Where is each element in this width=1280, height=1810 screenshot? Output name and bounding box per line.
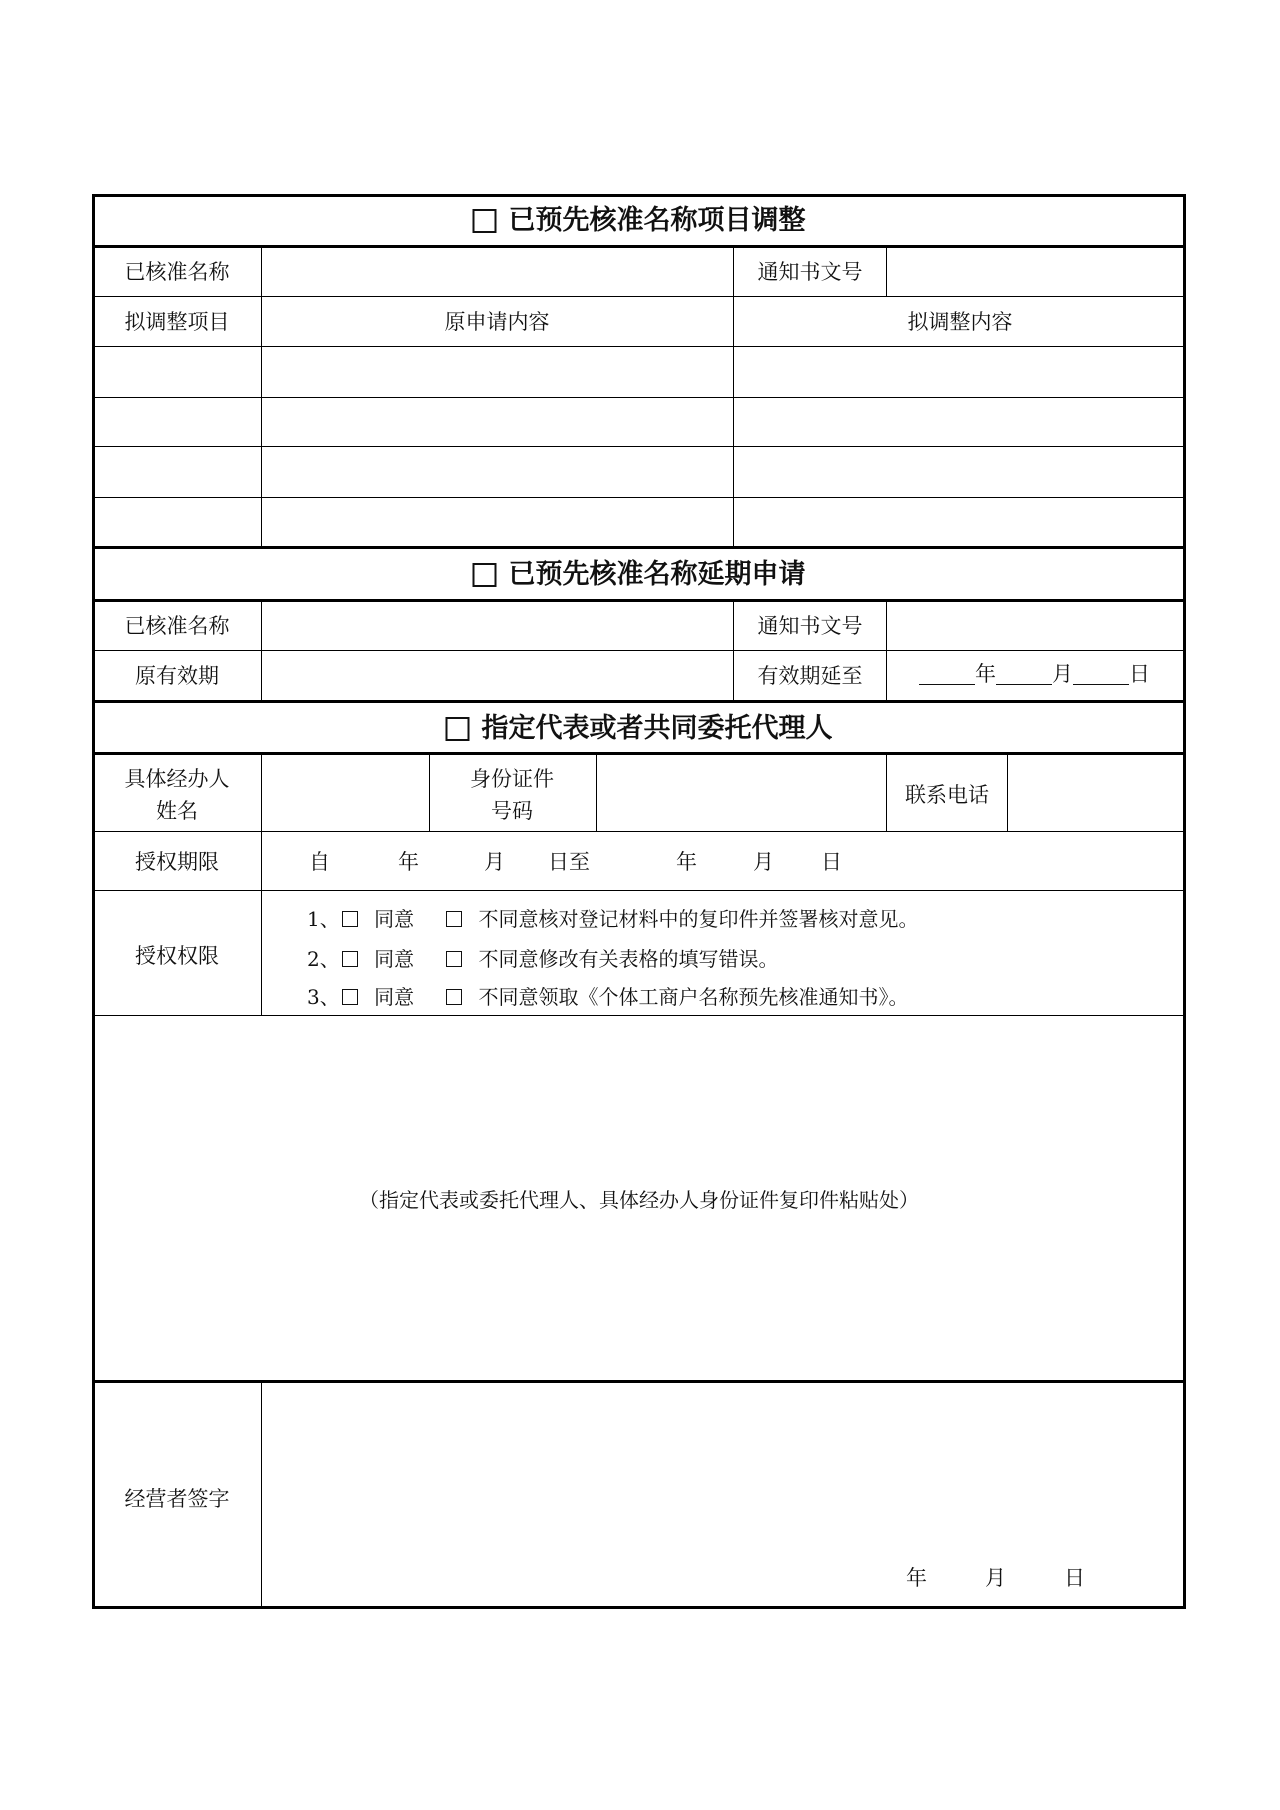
- notice-no-input[interactable]: [887, 247, 1183, 296]
- auth-scope-label: 授权权限: [135, 944, 219, 968]
- signature-label: 经营者签字: [124, 1487, 230, 1511]
- auth-period-label: 授权期限: [135, 850, 219, 874]
- adjusted-content-label: 拟调整内容: [907, 310, 1013, 334]
- divider: [92, 831, 1186, 832]
- ext-approved-name-label: 已核准名称: [124, 614, 230, 638]
- ext-approved-name-input[interactable]: [262, 601, 732, 649]
- approved-name-input[interactable]: [262, 247, 732, 296]
- auth-period-from: 自: [309, 850, 330, 874]
- month-label: 月: [1052, 662, 1073, 686]
- section-name-adjust-title: 已预先核准名称项目调整: [508, 205, 806, 236]
- section-extension-title: 已预先核准名称延期申请: [508, 559, 806, 590]
- year-label: 年: [975, 662, 996, 686]
- agree-label: 同意: [374, 985, 415, 1009]
- handler-name-input[interactable]: [262, 755, 428, 830]
- id-no-label-2: 号码: [491, 799, 533, 823]
- extend-to-date: [919, 664, 1150, 685]
- option-number: 3、: [307, 985, 340, 1009]
- section-agent-checkbox[interactable]: [446, 717, 470, 741]
- adjust-row-4[interactable]: [95, 498, 1183, 546]
- section-extension-checkbox[interactable]: [473, 563, 497, 587]
- notice-no-label: 通知书文号: [757, 260, 863, 284]
- section-agent-title: 指定代表或者共同委托代理人: [481, 713, 833, 744]
- approved-name-label: 已核准名称: [124, 260, 230, 284]
- original-content-label: 原申请内容: [444, 310, 550, 334]
- divider: [733, 601, 734, 701]
- divider: [92, 890, 1186, 891]
- disagree-checkbox-1[interactable]: [446, 911, 462, 927]
- auth-option-1: [307, 909, 928, 929]
- adjust-item-label: 拟调整项目: [124, 310, 230, 334]
- signature-day: 日: [1064, 1566, 1085, 1590]
- signature-area[interactable]: [262, 1383, 1183, 1607]
- extend-month-input[interactable]: [996, 666, 1052, 685]
- divider: [92, 296, 1186, 297]
- auth-option-2: [307, 949, 788, 969]
- option-number: 1、: [307, 907, 340, 931]
- adjust-row-2[interactable]: [95, 398, 1183, 446]
- original-validity-input[interactable]: [262, 651, 732, 700]
- signature-month: 月: [985, 1566, 1006, 1590]
- divider: [92, 700, 1186, 703]
- auth-period-day2: 日: [821, 850, 842, 874]
- extend-to-label: 有效期延至: [757, 664, 863, 688]
- signature-year: 年: [906, 1566, 927, 1590]
- auth-period-month2: 月: [753, 850, 774, 874]
- id-copy-placeholder: （指定代表或委托代理人、具体经办人身份证件复印件粘贴处）: [359, 1188, 919, 1212]
- agree-label: 同意: [374, 907, 415, 931]
- agree-label: 同意: [374, 947, 415, 971]
- extend-day-input[interactable]: [1073, 666, 1129, 685]
- section-name-adjust-header: [473, 207, 806, 234]
- disagree-text: 不同意核对登记材料中的复印件并签署核对意见。: [478, 907, 919, 931]
- disagree-text: 不同意领取《个体工商户名称预先核准通知书》。: [478, 985, 909, 1009]
- divider: [429, 755, 430, 831]
- extend-year-input[interactable]: [919, 666, 975, 685]
- phone-label: 联系电话: [905, 783, 989, 807]
- original-validity-label: 原有效期: [135, 664, 219, 688]
- day-label: 日: [1129, 662, 1150, 686]
- handler-name-label: 具体经办人: [124, 767, 230, 791]
- adjust-row-1[interactable]: [95, 347, 1183, 396]
- disagree-checkbox-3[interactable]: [446, 989, 462, 1005]
- agree-checkbox-1[interactable]: [342, 911, 358, 927]
- disagree-checkbox-2[interactable]: [446, 951, 462, 967]
- agree-checkbox-2[interactable]: [342, 951, 358, 967]
- section-agent-header: [446, 715, 833, 742]
- section-extension-header: [473, 561, 806, 588]
- divider: [886, 755, 887, 831]
- handler-name-label-2: 姓名: [156, 799, 198, 823]
- agree-checkbox-3[interactable]: [342, 989, 358, 1005]
- option-number: 2、: [307, 947, 340, 971]
- auth-period-year2: 年: [676, 850, 697, 874]
- ext-notice-no-label: 通知书文号: [757, 614, 863, 638]
- divider: [92, 546, 1186, 549]
- auth-period-day-to: 日至: [548, 850, 590, 874]
- auth-option-3: [307, 987, 918, 1007]
- auth-period-year1: 年: [398, 850, 419, 874]
- ext-notice-no-input[interactable]: [887, 601, 1183, 649]
- id-no-label: 身份证件: [470, 767, 554, 791]
- auth-period-month1: 月: [484, 850, 505, 874]
- section-name-adjust-checkbox[interactable]: [473, 209, 497, 233]
- adjust-row-3[interactable]: [95, 447, 1183, 496]
- phone-input[interactable]: [1008, 755, 1183, 830]
- disagree-text: 不同意修改有关表格的填写错误。: [478, 947, 779, 971]
- id-no-input[interactable]: [597, 755, 885, 830]
